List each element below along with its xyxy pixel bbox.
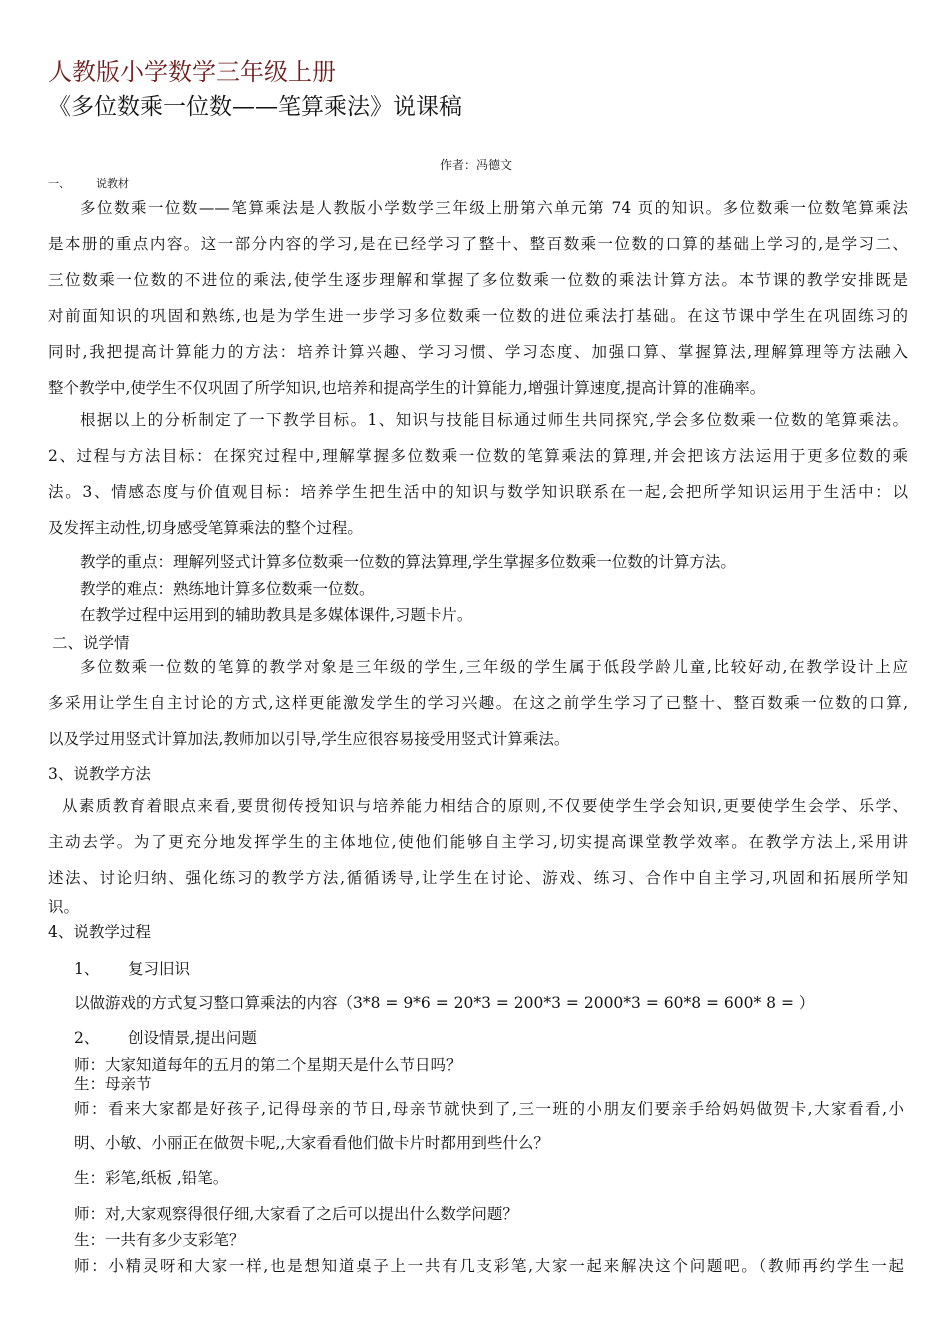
- title-line-1: 人教版小学数学三年级上册: [48, 58, 336, 86]
- p1-line: 是本册的重点内容。这一部分内容的学习,是在已经学习了整十、整百数乘一位数的口算的基础上学习的,是学习二、: [48, 235, 908, 253]
- p1-line: 同时,我把提高计算能力的方法：培养计算兴趣、学习习惯、学习态度、加强口算、掌握算法,理解算理等方法融入: [48, 343, 908, 361]
- author: 作者：冯德文: [440, 158, 513, 172]
- paragraph-3: [48, 649, 908, 757]
- p1-line: 对前面知识的巩固和熟练,也是为学生进一步学习多位数乘一位数的进位乘法打基础。在这节课中学生在巩固练习的: [48, 307, 908, 325]
- review-exercise: 以做游戏的方式复习整口算乘法的内容（3*8 = 9*6 = 20*3 = 200*3 = 2000*3 = 60*8 = 600* 8 = ）: [74, 994, 815, 1012]
- dialog-line: 师：对,大家观察得很仔细,大家看了之后可以提出什么数学问题？: [74, 1205, 518, 1223]
- p3-line: 多位数乘一位数的笔算的教学对象是三年级的学生,三年级的学生属于低段学龄儿童,比较好动,在教学设计上应: [80, 658, 908, 676]
- p1-line: 整个教学中,使学生不仅巩固了所学知识,也培养和提高学生的计算能力,增强计算速度,提高计算的准确率。: [48, 379, 766, 397]
- step-1: [74, 957, 190, 979]
- section-1-heading: [48, 175, 129, 191]
- p2-line: 2、过程与方法目标：在探究过程中,理解掌握多位数乘一位数的笔算乘法的算理,并会把该方法运用于更多位数的乘: [48, 447, 908, 465]
- p1-line: 多位数乘一位数——笔算乘法是人教版小学数学三年级上册第六单元第 74 页的知识。多位数乘一位数笔算乘法: [80, 199, 908, 217]
- paragraph-2: [48, 402, 908, 546]
- section-4-heading: 4、说教学过程: [48, 923, 151, 941]
- step-2-label: 创设情景,提出问题: [128, 1029, 257, 1047]
- key-point: 教学的重点：理解列竖式计算多位数乘一位数的算法算理,学生掌握多位数乘一位数的计算方法。: [80, 553, 736, 571]
- dialog-line: 生：彩笔,纸板 ,铅笔。: [74, 1169, 229, 1187]
- p4-line: 识。: [48, 898, 80, 916]
- section-1-label: 说教材: [96, 177, 129, 190]
- dialog-line: 生：母亲节: [74, 1075, 152, 1093]
- dialog-line: 师：小精灵呀和大家一样,也是想知道桌子上一共有几支彩笔,大家一起来解决这个问题吧。（教师再约学生一起: [74, 1257, 904, 1275]
- teaching-aids: 在教学过程中运用到的辅助教具是多媒体课件,习题卡片。: [80, 606, 473, 624]
- dialog-line: 师：大家知道每年的五月的第二个星期天是什么节日吗？: [74, 1056, 462, 1074]
- section-3-heading: 3、说教学方法: [48, 765, 151, 783]
- p1-line: 三位数乘一位数的不进位的乘法,使学生逐步理解和掌握了多位数乘一位数的乘法计算方法。本节课的教学安排既是: [48, 271, 908, 289]
- p4-line: 述法、讨论归纳、强化练习的教学方法,循循诱导,让学生在讨论、游戏、练习、合作中自主学习,巩固和拓展所学知: [48, 869, 908, 887]
- step-2: [74, 1026, 257, 1048]
- section-1-number: 一、: [48, 177, 70, 190]
- title-line-2: 《多位数乘一位数——笔算乘法》说课稿: [48, 94, 462, 120]
- dialog-line: 明、小敏、小丽正在做贺卡呢,,大家看看他们做卡片时都用到些什么？: [74, 1134, 549, 1152]
- step-1-number: 1、: [74, 960, 100, 978]
- p2-line: 根据以上的分析制定了一下教学目标。1、知识与技能目标通过师生共同探究,学会多位数乘一位数的笔算乘法。: [80, 411, 908, 429]
- step-1-label: 复习旧识: [128, 960, 191, 978]
- p2-line: 法。3、情感态度与价值观目标：培养学生把生活中的知识与数学知识联系在一起,会把所学知识运用于生活中：以: [48, 483, 908, 501]
- p4-line: 主动去学。为了更充分地发挥学生的主体地位,使他们能够自主学习,切实提高课堂教学效率。在教学方法上,采用讲: [48, 833, 908, 851]
- step-2-number: 2、: [74, 1029, 100, 1047]
- dialog-line: 生：一共有多少支彩笔？: [74, 1231, 245, 1249]
- p2-line: 及发挥主动性,切身感受笔算乘法的整个过程。: [48, 519, 363, 537]
- dialog-line: 师：看来大家都是好孩子,记得母亲的节日,母亲节就快到了,三一班的小朋友们要亲手给妈妈做贺卡,大家看看,小: [74, 1100, 904, 1118]
- difficulty: 教学的难点：熟练地计算多位数乘一位数。: [80, 580, 375, 598]
- section-2-heading: 二、说学情: [52, 634, 130, 652]
- p4-line: 从素质教育着眼点来看,要贯彻传授知识与培养能力相结合的原则,不仅要使学生学会知识,更要使学生会学、乐学、: [62, 797, 908, 815]
- p3-line: 以及学过用竖式计算加法,教师加以引导,学生应很容易接受用竖式计算乘法。: [48, 730, 570, 748]
- p3-line: 多采用让学生自主讨论的方式,这样更能激发学生的学习兴趣。在这之前学生学习了已整十、整百数乘一位数的口算,: [48, 694, 908, 712]
- paragraph-1: [48, 190, 908, 406]
- paragraph-4: [48, 788, 908, 918]
